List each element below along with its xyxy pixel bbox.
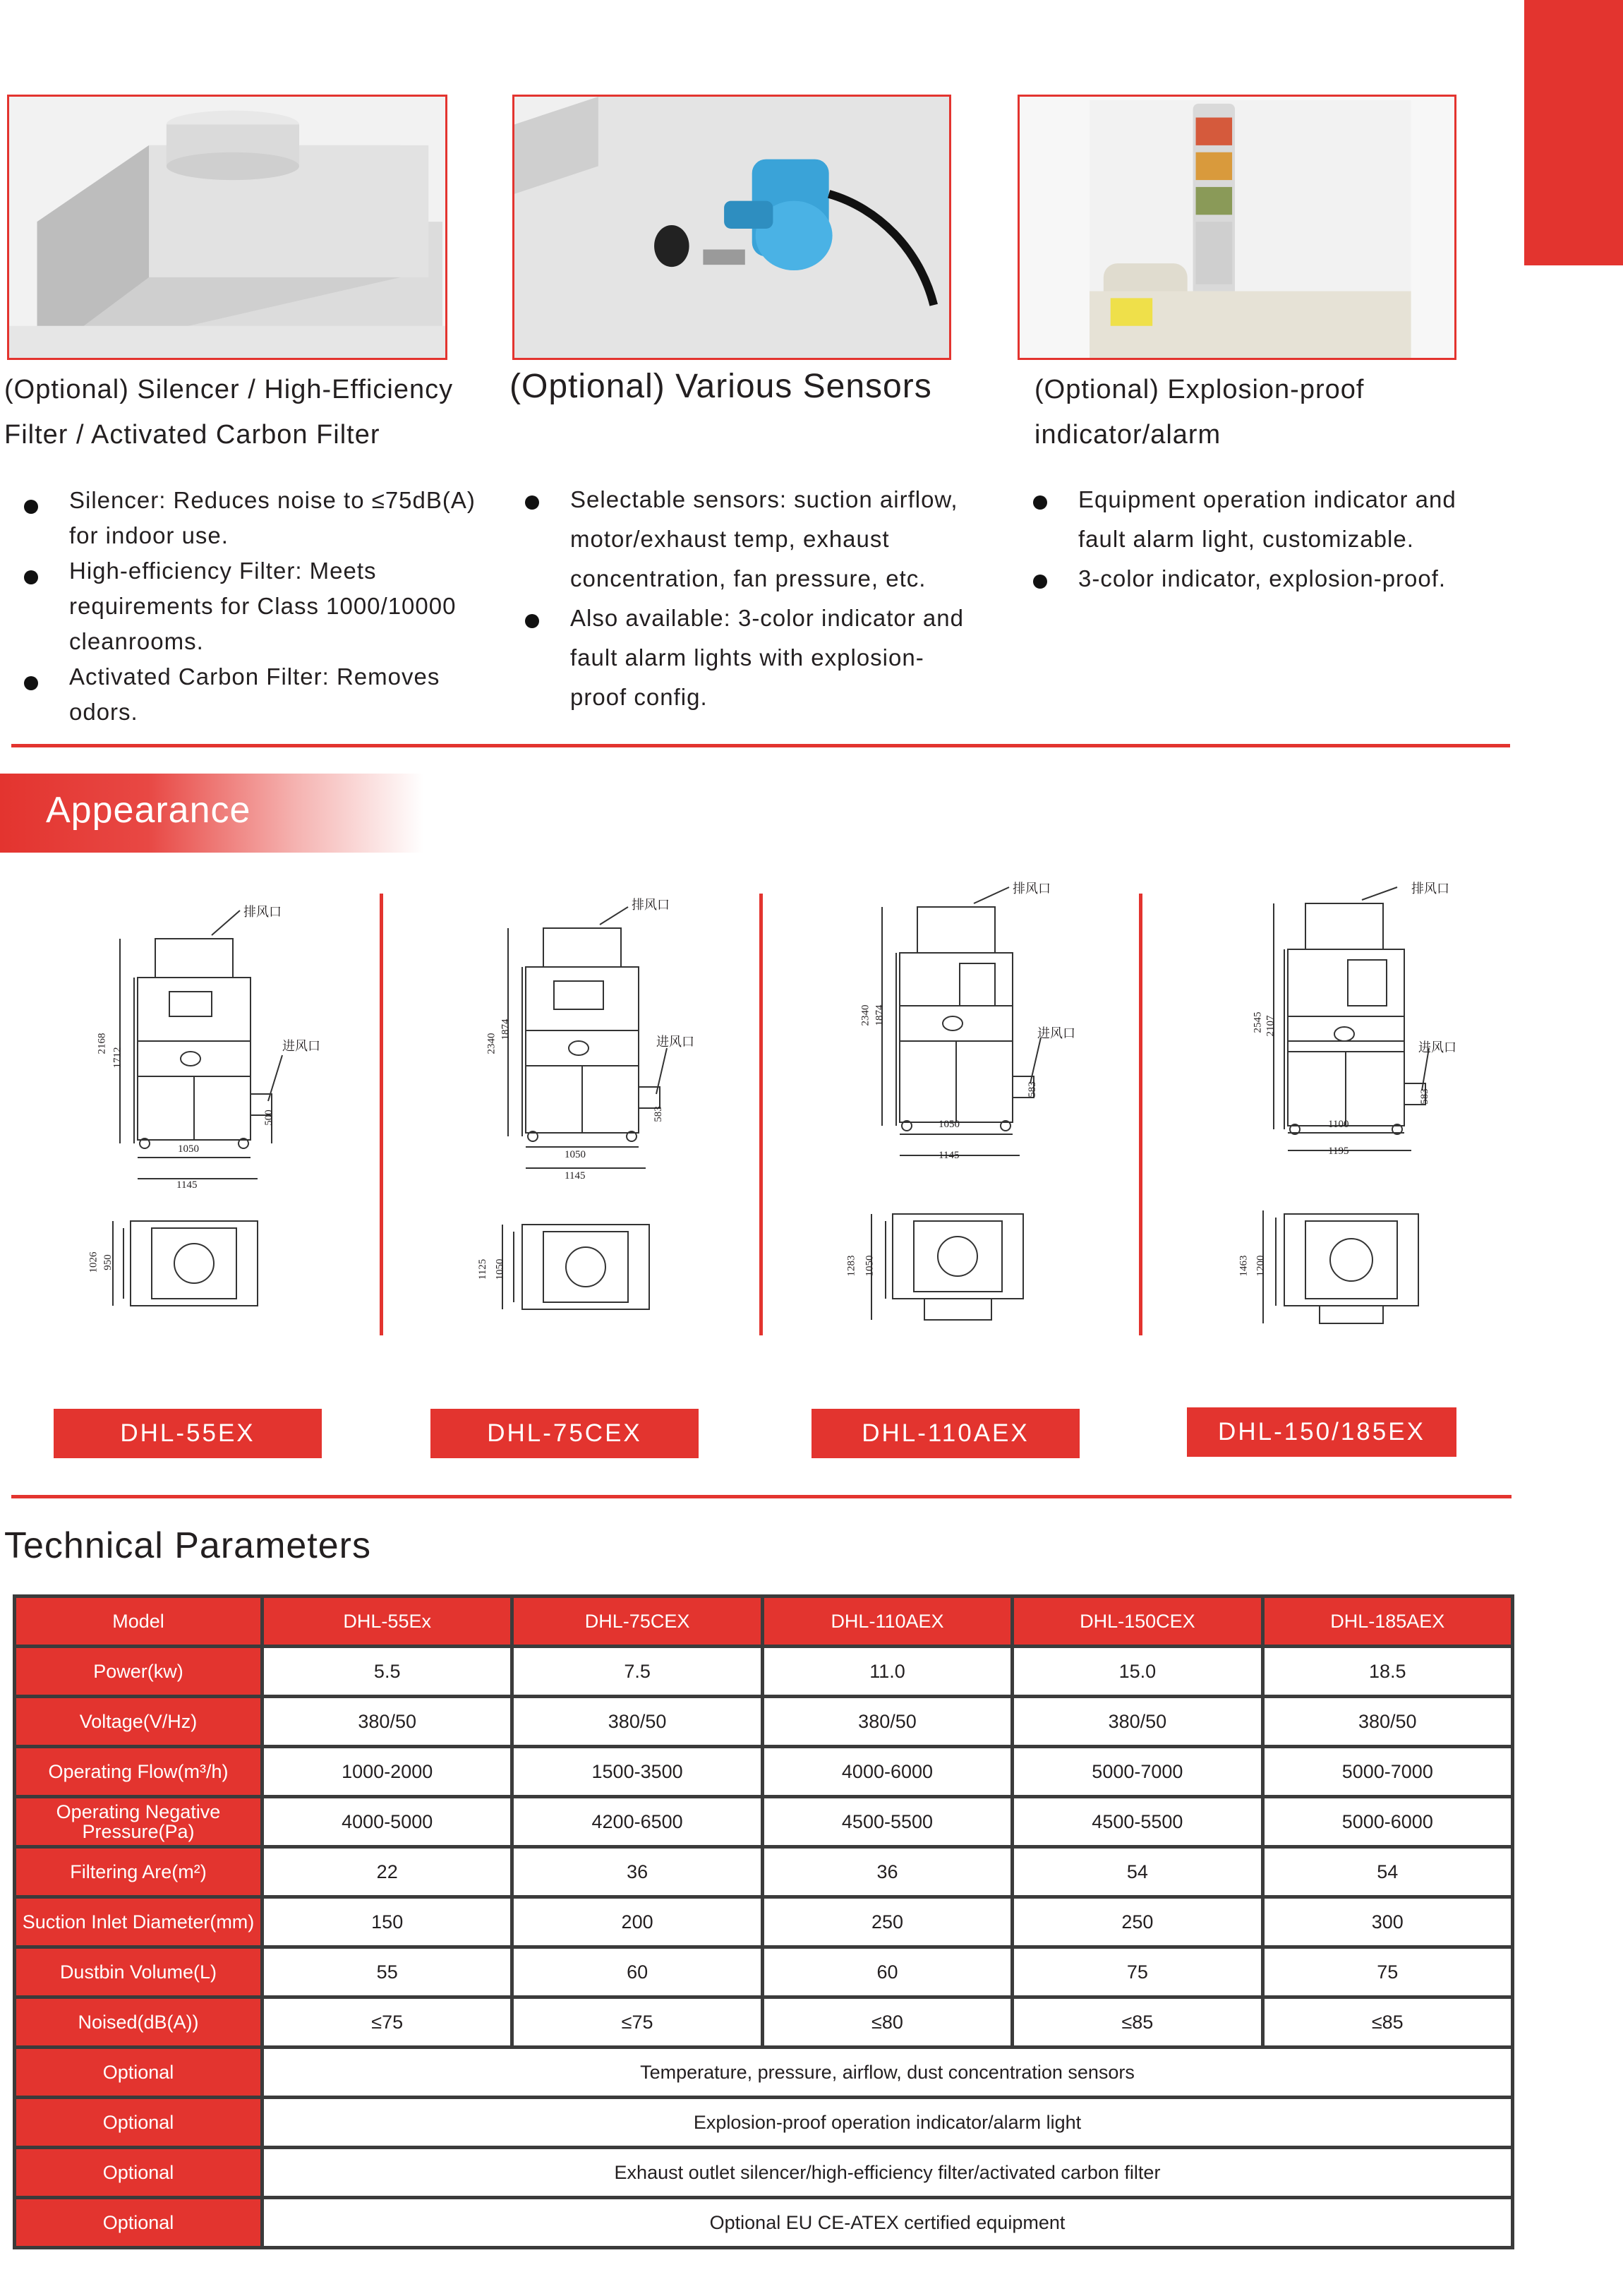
dim-height-body: 1712 xyxy=(111,1047,123,1069)
table-cell: 250 xyxy=(762,1897,1012,1947)
table-cell: 4000-6000 xyxy=(762,1747,1012,1797)
dim-width-total: 1195 xyxy=(1328,1146,1349,1157)
table-cell: 4500-5500 xyxy=(1013,1797,1262,1847)
table-cell: Optional EU CE-ATEX certified equipment xyxy=(263,2198,1513,2248)
dim-width-total: 1145 xyxy=(176,1179,198,1191)
appearance-banner xyxy=(0,774,423,853)
table-cell: 36 xyxy=(512,1847,762,1897)
drawing-dhl-75cex xyxy=(452,882,748,1341)
silencer-filter-photo xyxy=(7,95,447,360)
table-cell: 22 xyxy=(263,1847,512,1897)
table-cell: 4200-6500 xyxy=(512,1797,762,1847)
list-item: Activated Carbon Filter: Removes odors. xyxy=(7,659,501,730)
table-header-cell: DHL-75CEX xyxy=(512,1597,762,1647)
row-label: Dustbin Volume(L) xyxy=(15,1947,263,1997)
dim-depth-body: 1050 xyxy=(864,1255,876,1277)
table-row xyxy=(15,2048,1513,2098)
column-divider xyxy=(1139,894,1142,1335)
row-label: Power(kw) xyxy=(15,1647,263,1697)
table-header-cell: DHL-110AEX xyxy=(762,1597,1012,1647)
dim-width-body: 1100 xyxy=(1328,1119,1349,1130)
column-divider xyxy=(759,894,763,1335)
table-cell: 55 xyxy=(263,1947,512,1997)
appearance-heading: Appearance xyxy=(46,790,251,831)
drawing-dhl-55ex xyxy=(71,882,367,1341)
dim-depth-total: 1283 xyxy=(845,1255,857,1277)
table-cell: ≤75 xyxy=(263,1997,512,2048)
dim-height-body: 1874 xyxy=(874,1004,886,1026)
indicator-alarm-photo xyxy=(1018,95,1456,360)
dim-width-body: 1050 xyxy=(939,1119,960,1130)
table-cell: 1000-2000 xyxy=(263,1747,512,1797)
table-cell: 300 xyxy=(1262,1897,1512,1947)
dim-width-total: 1145 xyxy=(565,1170,586,1182)
model-button-dhl-75cex[interactable]: DHL-75CEX xyxy=(430,1409,699,1458)
dim-width-body: 1050 xyxy=(565,1149,586,1160)
table-row xyxy=(15,1697,1513,1747)
sensors-feature-list xyxy=(508,480,1002,717)
list-item: 3-color indicator, explosion-proof. xyxy=(1016,559,1524,599)
table-row xyxy=(15,2198,1513,2248)
table-cell: 15.0 xyxy=(1013,1647,1262,1697)
table-cell: 380/50 xyxy=(1262,1697,1512,1747)
dim-inlet-height: 583 xyxy=(1026,1081,1038,1098)
sensors-photo xyxy=(512,95,951,360)
dim-depth-total: 1026 xyxy=(88,1251,99,1273)
table-header-cell: DHL-150CEX xyxy=(1013,1597,1262,1647)
row-label: Filtering Are(m²) xyxy=(15,1847,263,1897)
dim-width-body: 1050 xyxy=(178,1143,199,1155)
table-row xyxy=(15,1647,1513,1697)
table-header-cell: DHL-185AEX xyxy=(1262,1597,1512,1647)
table-row xyxy=(15,2098,1513,2148)
table-row xyxy=(15,2148,1513,2198)
dim-height-total: 2340 xyxy=(485,1033,497,1054)
row-label: Operating Negative Pressure(Pa) xyxy=(15,1797,263,1847)
outlet-label: 排风口 xyxy=(1013,882,1051,896)
section-divider xyxy=(11,744,1510,747)
table-cell: 200 xyxy=(512,1897,762,1947)
row-label: Operating Flow(m³/h) xyxy=(15,1747,263,1797)
table-cell: Temperature, pressure, airflow, dust concentration sensors xyxy=(263,2048,1513,2098)
table-row xyxy=(15,1947,1513,1997)
dim-inlet-height: 583 xyxy=(652,1106,664,1122)
corner-accent-tab xyxy=(1524,0,1623,265)
inlet-label: 进风口 xyxy=(1418,1040,1456,1054)
table-cell: 75 xyxy=(1262,1947,1512,1997)
dim-inlet-height: 583 xyxy=(1418,1088,1430,1105)
table-cell: ≤75 xyxy=(512,1997,762,2048)
section-divider xyxy=(11,1495,1512,1498)
table-cell: 5.5 xyxy=(263,1647,512,1697)
drawing-dhl-150-185ex xyxy=(1207,879,1503,1345)
table-cell: 380/50 xyxy=(263,1697,512,1747)
list-item: Silencer: Reduces noise to ≤75dB(A) for indoor use. xyxy=(7,483,501,553)
dim-height-total: 2168 xyxy=(96,1033,108,1054)
dim-depth-total: 1463 xyxy=(1238,1255,1250,1277)
table-cell: 150 xyxy=(263,1897,512,1947)
table-cell: 5000-7000 xyxy=(1013,1747,1262,1797)
table-cell: ≤85 xyxy=(1013,1997,1262,2048)
dim-depth-body: 950 xyxy=(102,1254,114,1270)
table-cell: 11.0 xyxy=(762,1647,1012,1697)
model-button-dhl-150-185ex[interactable]: DHL-150/185EX xyxy=(1187,1407,1456,1457)
dim-height-body: 1874 xyxy=(500,1018,512,1040)
option-title-filter: (Optional) Silencer / High-Efficiency Filter / Activated Carbon Filter xyxy=(4,375,454,450)
column-divider xyxy=(380,894,383,1335)
row-label: Noised(dB(A)) xyxy=(15,1997,263,2048)
table-cell: 4000-5000 xyxy=(263,1797,512,1847)
table-row xyxy=(15,1847,1513,1897)
drawing-dhl-110aex xyxy=(826,879,1122,1345)
row-label: Suction Inlet Diameter(mm) xyxy=(15,1897,263,1947)
list-item: Selectable sensors: suction airflow, motor/exhaust temp, exhaust concentration, fan pressure, etc. xyxy=(508,480,1002,599)
table-cell: 54 xyxy=(1262,1847,1512,1897)
row-label: Optional xyxy=(15,2048,263,2098)
table-cell: 4500-5500 xyxy=(762,1797,1012,1847)
table-cell: ≤85 xyxy=(1262,1997,1512,2048)
table-cell: 60 xyxy=(762,1947,1012,1997)
row-label: Optional xyxy=(15,2098,263,2148)
table-row xyxy=(15,1897,1513,1947)
table-cell: 18.5 xyxy=(1262,1647,1512,1697)
technical-parameters-table xyxy=(13,1594,1514,2249)
dim-depth-body: 1200 xyxy=(1255,1255,1267,1277)
inlet-label: 进风口 xyxy=(282,1039,320,1053)
table-row xyxy=(15,1747,1513,1797)
list-item: Also available: 3-color indicator and fault alarm lights with explosion- proof config. xyxy=(508,599,1002,717)
indicator-feature-list xyxy=(1016,480,1524,599)
dim-depth-body: 1050 xyxy=(494,1258,506,1280)
row-label: Voltage(V/Hz) xyxy=(15,1697,263,1747)
dim-height-total: 2545 xyxy=(1252,1011,1264,1033)
table-cell: 5000-7000 xyxy=(1262,1747,1512,1797)
outlet-label: 排风口 xyxy=(632,898,670,912)
table-cell: 1500-3500 xyxy=(512,1747,762,1797)
table-cell: 7.5 xyxy=(512,1647,762,1697)
table-cell: 250 xyxy=(1013,1897,1262,1947)
table-cell: 36 xyxy=(762,1847,1012,1897)
option-title-sensors: (Optional) Various Sensors xyxy=(509,368,932,405)
table-header-cell: DHL-55Ex xyxy=(263,1597,512,1647)
table-cell: 75 xyxy=(1013,1947,1262,1997)
table-cell: ≤80 xyxy=(762,1997,1012,2048)
outlet-label: 排风口 xyxy=(243,905,282,919)
table-cell: 54 xyxy=(1013,1847,1262,1897)
inlet-label: 进风口 xyxy=(656,1035,694,1049)
table-header-row xyxy=(15,1597,1513,1647)
dim-width-total: 1145 xyxy=(939,1150,960,1161)
table-cell: 5000-6000 xyxy=(1262,1797,1512,1847)
dim-inlet-height: 500 xyxy=(263,1110,274,1126)
table-cell: Explosion-proof operation indicator/alarm light xyxy=(263,2098,1513,2148)
option-title-indicator: (Optional) Explosion-proof indicator/alarm xyxy=(1034,375,1365,450)
table-cell: 60 xyxy=(512,1947,762,1997)
table-row xyxy=(15,1797,1513,1847)
model-button-dhl-55ex[interactable]: DHL-55EX xyxy=(54,1409,322,1458)
table-cell: 380/50 xyxy=(762,1697,1012,1747)
model-button-dhl-110aex[interactable]: DHL-110AEX xyxy=(812,1409,1080,1458)
list-item: High-efficiency Filter: Meets requirements for Class 1000/10000 cleanrooms. xyxy=(7,553,501,659)
row-label: Optional xyxy=(15,2148,263,2198)
inlet-label: 进风口 xyxy=(1037,1026,1075,1040)
row-label: Optional xyxy=(15,2198,263,2248)
table-cell: 380/50 xyxy=(512,1697,762,1747)
table-row xyxy=(15,1997,1513,2048)
outlet-label: 排风口 xyxy=(1411,882,1449,896)
filter-feature-list xyxy=(7,483,501,730)
table-header-cell: Model xyxy=(15,1597,263,1647)
table-cell: 380/50 xyxy=(1013,1697,1262,1747)
dim-height-total: 2340 xyxy=(859,1004,871,1026)
table-cell: Exhaust outlet silencer/high-efficiency filter/activated carbon filter xyxy=(263,2148,1513,2198)
technical-parameters-heading: Technical Parameters xyxy=(4,1525,371,1566)
dim-height-body: 2107 xyxy=(1265,1015,1277,1037)
dim-depth-total: 1125 xyxy=(477,1258,489,1280)
list-item: Equipment operation indicator and fault alarm light, customizable. xyxy=(1016,480,1524,559)
